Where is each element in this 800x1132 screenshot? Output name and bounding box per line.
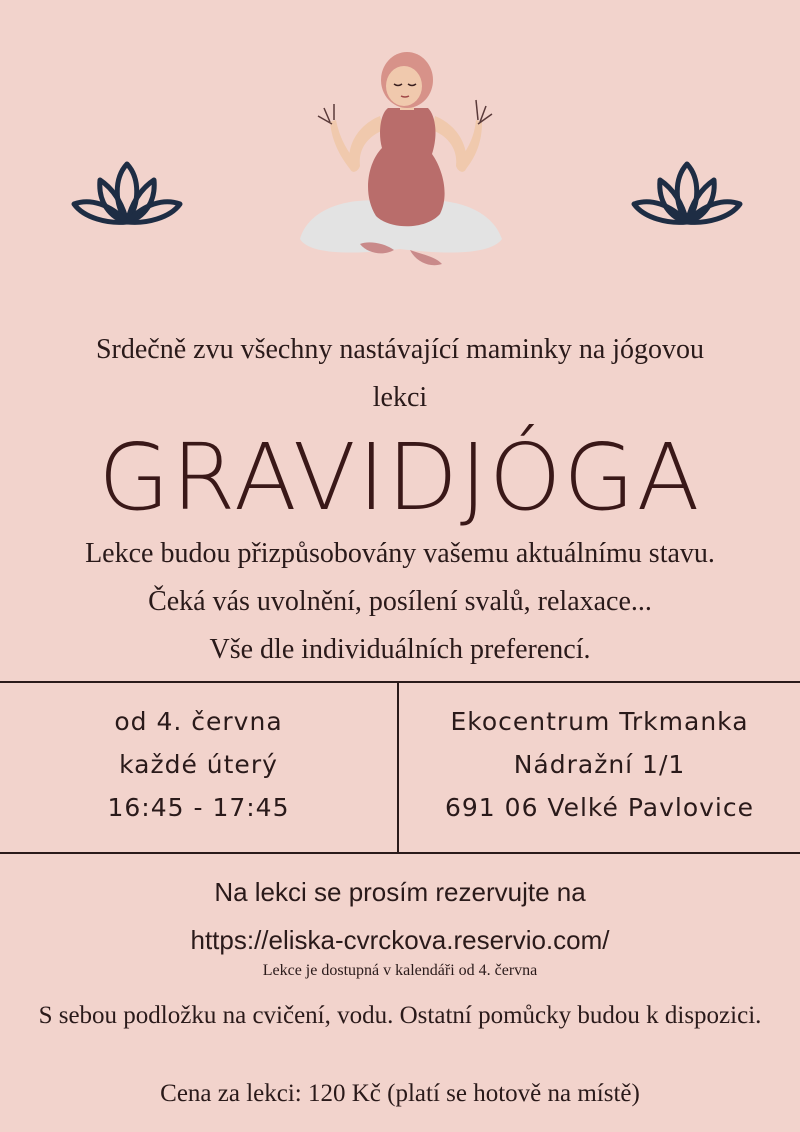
description-line: Vše dle individuálních preferencí. (209, 634, 591, 665)
intro-text (0, 326, 800, 422)
availability-note: Lekce je dostupná v kalendáři od 4. června (262, 962, 538, 979)
reservation-block (0, 868, 800, 964)
divider-top (0, 681, 800, 683)
venue-street: Nádražní 1/1 (513, 750, 686, 779)
price-note: Cena za lekci: 120 Kč (platí se hotově na místě) (160, 1080, 640, 1107)
lotus-icon (70, 158, 184, 228)
pregnant-yoga-woman-illustration (290, 44, 510, 274)
schedule-time: 16:45 - 17:45 (107, 793, 290, 822)
venue-city: 691 06 Velké Pavlovice (445, 793, 754, 822)
description (0, 530, 800, 674)
intro-line: Srdečně zvu všechny nastávající maminky na jógovou (95, 334, 705, 365)
schedule-day: každé úterý (119, 750, 278, 779)
divider-bottom (0, 852, 800, 854)
description-line: Lekce budou přizpůsobovány vašemu aktuálnímu stavu. (85, 538, 715, 569)
schedule-start: od 4. června (114, 707, 283, 736)
reservation-link[interactable]: https://eliska-cvrckova.reservio.com/ (190, 925, 610, 955)
page-title: GRAVIDJÓGA (98, 424, 702, 531)
lotus-icon (630, 158, 744, 228)
description-line: Čeká vás uvolnění, posílení svalů, relaxace... (148, 586, 652, 617)
venue-box (399, 700, 800, 829)
reservation-text: Na lekci se prosím rezervujte na (214, 877, 586, 907)
schedule-box (0, 700, 397, 829)
venue-name: Ekocentrum Trkmanka (450, 707, 749, 736)
bring-note: S sebou podložku na cvičení, vodu. Ostatní pomůcky budou k dispozici. (38, 1002, 762, 1029)
intro-line: lekci (372, 382, 428, 413)
